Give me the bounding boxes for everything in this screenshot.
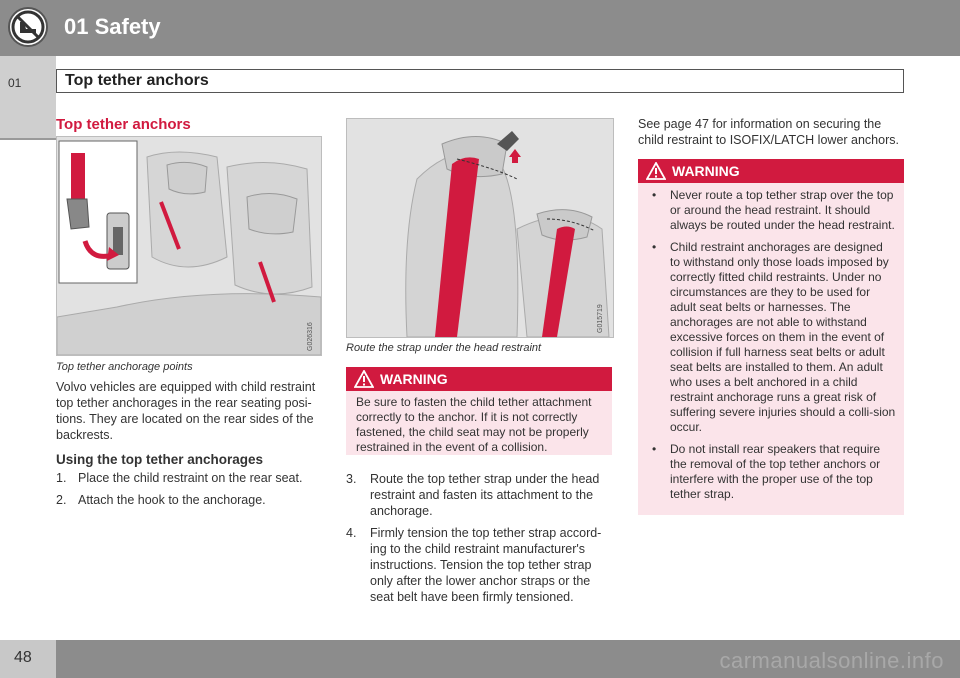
anchorage-points-figure [56, 136, 322, 356]
step-number: 1. [56, 471, 67, 485]
step-text: Attach the hook to the anchorage. [78, 493, 266, 507]
list-item [640, 442, 896, 502]
step-number: 2. [56, 493, 67, 507]
figure-caption: Route the strap under the head restraint [346, 342, 542, 354]
step-text: Place the child restraint on the rear seat. [78, 471, 303, 485]
bullet-text: Do not install rear speakers that require the removal of the top tether anchors or interfere with the proper use of the top tether strap. [670, 442, 881, 501]
warning-header-right [638, 159, 904, 183]
page-number: 48 [14, 649, 32, 666]
no-airbag-child-seat-icon [7, 6, 49, 48]
bullet-text: Child restraint anchorages are designed to withstand only those loads imposed by correctly fitted child restraints. Under no circumstances are they to be used for adult seat belts or harnesses. The anchorages are not able to withstand excessive forces on them in the event of collision if full harness seat belts or adult seat belts are installed to them. An adult who uses a belt anchored in a child restraint anchorage runs a great risk of suffering severe injuries should a colli-sion occur. [670, 240, 896, 434]
bullet-text: Never route a top tether strap over the top or around the head restraint. It should always be routed under the head restraint. [670, 188, 895, 232]
warning-triangle-icon [354, 370, 374, 388]
chapter-side-tab-lower [0, 56, 56, 140]
list-item [56, 470, 322, 486]
chapter-number: 01 [8, 76, 22, 90]
step-text: Route the top tether strap under the head restraint and fasten its attachment to the anchorage. [370, 472, 600, 518]
bullet: • [652, 188, 657, 202]
section-title: Top tether anchors [65, 72, 209, 89]
steps-list-middle [346, 471, 612, 611]
bullet: • [652, 240, 657, 254]
step-number: 4. [346, 526, 357, 540]
warning-bullets [640, 188, 896, 502]
list-item [346, 471, 612, 519]
list-item [640, 240, 896, 435]
strap-illustration [347, 119, 613, 337]
intro-paragraph: Volvo vehicles are equipped with child restraint top tether anchorages in the rear seating posi-tions. They are located on the rear sides of the backrests. [56, 380, 316, 442]
header-bar [56, 0, 960, 56]
figure-code: G015719 [597, 304, 604, 333]
warning-body-middle [346, 391, 612, 455]
warning-header-middle [346, 367, 612, 391]
chapter-title: 01 Safety [64, 14, 161, 39]
left-heading: Top tether anchors [56, 116, 191, 133]
warning-label: WARNING [672, 163, 740, 179]
warning-triangle-icon [646, 162, 666, 180]
warning-body-right [638, 183, 904, 515]
step-text: Firmly tension the top tether strap accord-ing to the child restraint manufacturer's instructions. Tension the top tether strap only after the lower anchor straps or the seat belt have been firmly tensioned. [370, 526, 602, 604]
strap-routing-figure [346, 118, 614, 338]
list-item [56, 492, 322, 508]
isofix-reference-paragraph: See page 47 for information on securing the child restraint to ISOFIX/LATCH lower anchors. [638, 117, 899, 147]
bullet: • [652, 442, 657, 456]
section-title-bar [56, 69, 904, 93]
step-number: 3. [346, 472, 357, 486]
list-item [346, 525, 612, 605]
figure-code: G026316 [307, 322, 314, 351]
watermark: carmanualsonline.info [719, 648, 944, 673]
steps-list-left [56, 470, 322, 514]
using-anchorages-subheading: Using the top tether anchorages [56, 452, 264, 467]
warning-text: Be sure to fasten the child tether attachment correctly to the anchor. If it is not correctly fastened, the child seat may not be properly restrained in the event of a collision. [356, 395, 592, 454]
anchorage-illustration [57, 137, 321, 355]
warning-label: WARNING [380, 371, 448, 387]
figure-caption: Top tether anchorage points [56, 361, 193, 373]
list-item [640, 188, 896, 233]
